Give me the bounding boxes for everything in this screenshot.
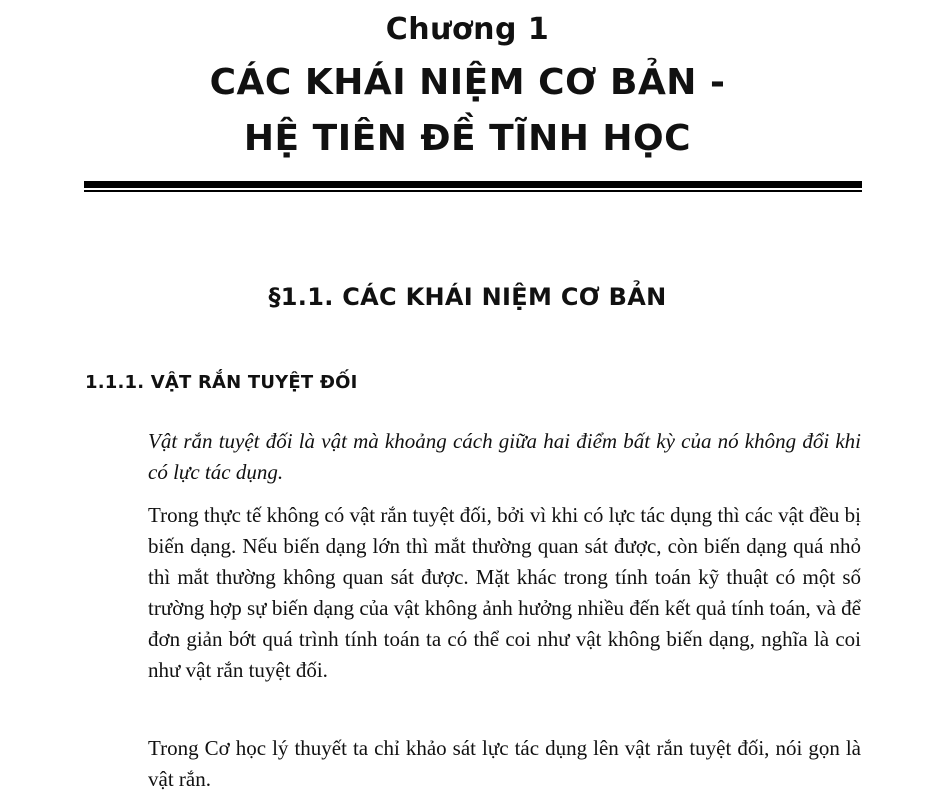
chapter-title-line-2: HỆ TIÊN ĐỀ TĨNH HỌC (243, 118, 692, 159)
definition-paragraph: Vật rắn tuyệt đối là vật mà khoảng cách giữa hai điểm bất kỳ của nó không đổi khi có lực tác dụng. (148, 429, 861, 484)
chapter-label: Chương 1 (385, 12, 550, 47)
chapter-divider-thick (84, 181, 862, 188)
chapter-title-line-1: CÁC KHÁI NIỆM CƠ BẢN - (209, 62, 726, 103)
body-paragraph-2: Trong Cơ học lý thuyết ta chỉ khảo sát lực tác dụng lên vật rắn tuyệt đối, nói gọn là vật rắn. (148, 736, 861, 791)
body-paragraph-1: Trong thực tế không có vật rắn tuyệt đối, bởi vì khi có lực tác dụng thì các vật đều bị biến dạng. Nếu biến dạng lớn thì mắt thường quan sát được, còn biến dạng quá nhỏ thì mắt thường không quan sát được. Mặt khác trong tính toán kỹ thuật có một số trường hợp sự biến dạng của vật không ảnh hưởng nhiều đến kết quả tính toán, và để đơn giản bớt quá trình tính toán ta có thể coi như vật không biến dạng, nghĩa là coi như vật rắn tuyệt đối. (148, 503, 861, 682)
chapter-divider-thin (84, 190, 862, 192)
section-heading: §1.1. CÁC KHÁI NIỆM CƠ BẢN (268, 283, 667, 311)
subsection-heading: 1.1.1. VẬT RẮN TUYỆT ĐỐI (85, 372, 358, 393)
